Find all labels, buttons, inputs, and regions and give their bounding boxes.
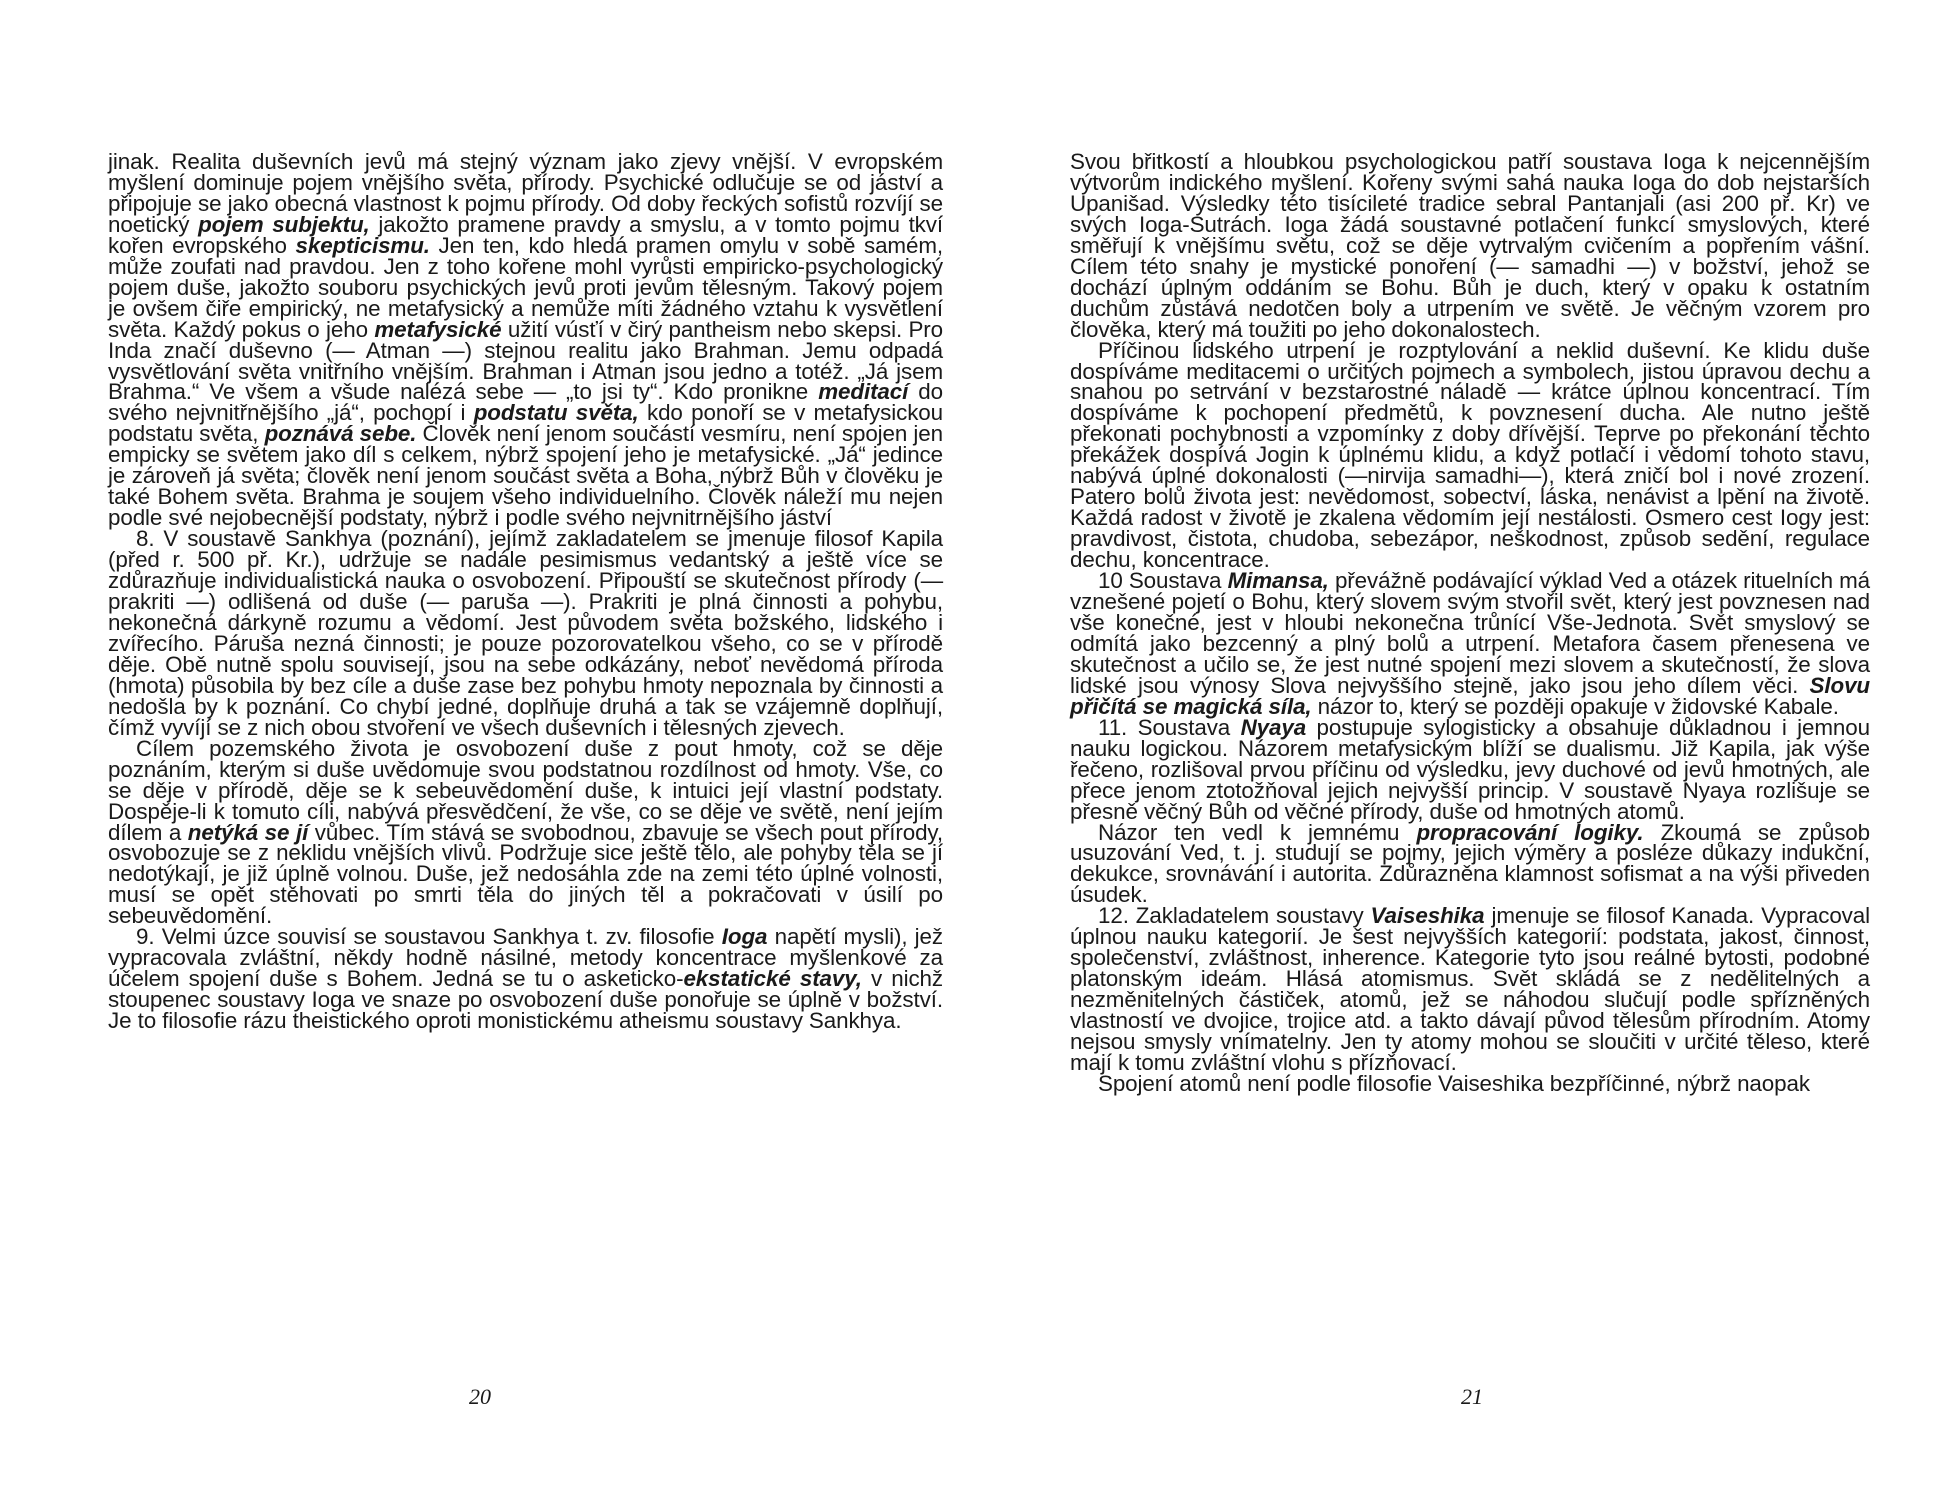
text-run: (poznání), jejímž zakladatelem se jmenuje filosof Kapila (před r. 500 př. Kr.), udržuje se nadále pesimismus vedantský a ještě více se zdůrazňuje individualistická nauka o osvobození. Připouští se skutečnost přírody (— prakriti —) odlišená od duše (— paruša —). Prakriti je plná činnosti a pohybu, nekonečná dárkyně rozumu a vědomí. Jest původem světa božského, lidského i zvířecího. Páruša nezná činnosti; je pouze pozorovatelkou všeho, co se v přírodě děje. Obě nutně spolu souvisejí, jsou na sebe odkázány, neboť nevědomá příroda (hmota) působila by bez cíle a duše zase bez pohybu hmoty nepoznala by činnosti a nedošla by k poznání. Co chybí jedné, doplňuje druhá a tak se vzájemně doplňují, čímž vyvíjí se z nich obou stvoření ve všech duševních i tělesných zjevech. [108,526,943,740]
paragraph [108,149,943,531]
text-run: užití vúsťí v čirý pantheism nebo skepsi. Pro Inda značí duševno (— Atman —) stejnou realitu jako Brahman. Jemu odpadá vysvětlování světa vnitřního vnějším. Brahman i Atman jsou jedno a totéž. „Já jsem Brahma.“ Ve všem a všude nalézá sebe — „to jsi ty“. Kdo pronikne [108,316,943,405]
paragraph [108,735,943,929]
text-run: Cílem pozemského života je osvobození duše z pout hmoty, což se děje poznáním, kterým si duše uvědomuje svou podstatnou rozdílnost od hmoty. Vše, co se děje v přírodě, děje se k sebeuvědomění duše, k intuici její vlastní podstaty. Dospěje-li k tomuto cíli, nabývá přesvědčení, že vše, co se děje ve světě, není jejím dílem a [108,735,943,845]
page-number-left: 20 [469,1384,491,1409]
emphasized-text: podstatu světa, [473,400,639,426]
paragraph [1070,337,1870,573]
text-run: napětí mysli), jež vypracovala zvláštní, někdy hodně násilné, metody koncentrace myšlenkové za účelem spojení duše s Bohem. Jedná se tu o asketicko- [108,924,944,992]
text-run: 10 Soustava [1098,568,1228,594]
text-run: převážně podávající výklad Ved a otázek rituelních má vznešené pojetí o Bohu, který slovem svým stvořil svět, který jest povznesen nad vše konečné, jest v hloubi nekonečna trůnící Vše-Jednota. Svět smyslový se odmítá jako bezcenný a plný bolů a utrpení. Metafora časem přenesena ve skutečnost a učilo se, že jest nutné spojení mezi slovem a skutečností, že slova lidské jsou výnosy Slova nejvyššího stejně, jako jsou jeho dílem věci. [1070,568,1870,698]
text-run: v nichž stoupenec soustavy Ioga ve snaze po osvobození duše ponořuje se úplně v božství. Je to filosofie rázu theistického oproti monistickému atheismu soustavy Sankhya. [108,966,943,1034]
emphasized-text: Sankhya [284,526,372,552]
emphasized-text: poznává sebe. [264,421,417,447]
emphasized-text: netýká se jí [187,819,309,845]
paragraph [1070,819,1870,908]
text-run: Zkoumá se způsob usuzování Ved, t. j. studují se pojmy, jejich výměry a posléze důkazy indukční, dekukce, srovnávání i autorita. Zdůrazněna klamnost sofismat a na výši přiveden úsudek. [1070,819,1870,908]
text-run: jinak. Realita duševních jevů má stejný význam jako zjevy vnější. V evropském myšlení dominuje pojem vnějšího světa, přírody. Psychické odlučuje se od jáství a připojuje se jako obecná vlastnost k pojmu přírody. Od doby řeckých sofistů rozvíjí se noetický [108,149,943,237]
emphasized-text: meditací [818,379,909,405]
text-run: Spojení atomů není podle filosofie Vaiseshika bezpříčinné, nýbrž naopak [1098,1070,1810,1096]
text-run: postupuje sylogisticky a obsahuje důkladnou i jemnou nauku logickou. Názorem metafysickým blíží se dualismu. Již Kapila, jak výše řečeno, rozlišoval prvou příčinu od výsledku, jevy duchové od jevů hmotných, ale přece jenom ztotožňoval jejich nejvyšší princip. V soustavě Nyaya rozlišuje se přesně věčný Bůh od věčné přírody, duše od hmotných atomů. [1070,714,1870,824]
paragraph [108,924,944,1034]
emphasized-text: Nyaya [1240,714,1307,740]
page-number-right: 21 [1461,1384,1483,1409]
emphasized-text: Slovu přičítá se magická síla, [1070,672,1870,719]
text-run: 11. Soustava [1098,714,1241,740]
text-run: Jen ten, kdo hledá pramen omylu v sobě samém, může zoufati nad pravdou. Jen z toho kořene mohl vyrůsti empiricko-psychologický pojem duše, jakožto souboru psychických jevů proti jevům tělesným. Takový pojem je ovšem čiře empirický, ne metafysický a nemůže míti žádného vztahu k vysvětlení světa. Každý pokus o jeho [108,232,943,342]
text-run: 8. V soustavě [136,526,285,552]
text-run: Svou břitkostí a hloubkou psychologickou patří soustava Ioga k nejcennějším výtvorům indického myšlení. Kořeny svými sahá nauka Ioga do dob nejstarších Upanišad. Výsledky této tisícileté tradice sebral Pantanjali (asi 200 př. Kr) ve svých Ioga-Sutrách. Ioga žádá soustavné potlačení funkcí smyslových, které směřují k vnějšímu světu, což se děje vytrvalým cvičením a popřením vášní. Cílem této snahy je mystické ponoření (— samadhi —) v božství, jehož se dochází úplným oddáním se Bohu. Bůh je duch, který v opaku k ostatním duchům zůstává nedotčen boly a utrpením ve světě. Je věčným vzorem pro člověka, který má toužiti po jeho dokonalostech. [1070,149,1870,342]
text-run: Názor ten vedl k jemnému [1098,819,1417,845]
text-run: jmenuje se filosof Kanada. Vypracoval úplnou nauku kategorií. Je šest nejvyšších kategorií: podstata, jakost, činnost, společenství, zvláštnost, inherence. Kategorie tyto jsou reálné bytosti, podobné platonským ideám. Hlásá atomismus. Svět skládá se z nedělitelných a nezměnitelných částiček, atomů, jež se náhodou slučují podle spřízněných vlastností ve dvojice, trojice atd. a takto dávají původ tělesům přírodním. Atomy nejsou smysly vnímatelny. Jen ty atomy mohou se sloučiti v určité těleso, které mají k tomu zvláštní vlohu s přízňovací. [1070,903,1870,1075]
left-page-text [108,149,944,1034]
text-run: 9. Velmi úzce souvisí se soustavou Sankhya t. zv. filosofie [136,924,722,950]
emphasized-text: Vaiseshika [1370,903,1485,929]
paragraph [108,526,943,740]
paragraph [1070,149,1870,342]
paragraph [1070,714,1870,824]
emphasized-text: ekstatické stavy, [683,966,862,992]
paragraph [1070,903,1870,1075]
text-run: jakožto pramene pravdy a smyslu, a v tomto pojmu tkví kořen evropského [108,211,943,258]
emphasized-text: pojem subjektu, [198,211,370,237]
emphasized-text: Ioga [721,924,768,950]
emphasized-text: metafysické [374,316,502,342]
paragraph [1070,568,1870,719]
text-run: názor to, který se později opakuje v židovské Kabale. [1311,693,1839,719]
text-run: Člověk není jenom součástí vesmíru, není spojen jen empicky se světem jako díl s celkem, nýbrž spojení jeho je metafysické. „Já“ jedince je zároveň já světa; člověk není jenom součást světa a Boha, nýbrž Bůh v člověku je také Bohem světa. Brahma je soujem všeho individuelního. Člověk náleží mu nejen podle své nejobecnější podstaty, nýbrž i podle svého nejvnitrnějšího jáství [108,421,943,531]
emphasized-text: skepticismu. [295,232,430,258]
emphasized-text: propracování logiky. [1416,819,1644,845]
text-run: Příčinou lidského utrpení je rozptylování a neklid duševní. Ke klidu duše dospíváme meditacemi o určitých pojmech a symbolech, jistou úpravou dechu a snahou po setrvání v bezstarostné náladě — krátce úplnou koncentrací. Tím dospíváme k pochopení předmětů, k povznesení ducha. Ale nutno ještě překonati pochybnosti a vzpomínky z doby dřívější. Teprve po překonání těchto překážek dospívá Jogin k úplnému klidu, a když potlačí i vědomí tohoto stavu, nabývá úplné dokonalosti (—nirvija samadhi—), která zničí bol i nové zrození. Patero bolů života jest: nevědomost, sobectví, láska, nenávist a lpění na životě. Každá radost v životě je zkalena vědomím její nestálosti. Osmero cest Iogy jest: pravdivost, čistota, chudoba, sebezápor, neškodnost, způsob sedění, regulace dechu, koncentrace. [1070,337,1870,573]
text-run: kdo ponoří se v metafysickou podstatu světa, [108,400,943,447]
paragraph [1070,1070,1870,1096]
text-run: vůbec. Tím stává se svobodnou, zbavuje se všech pout přírody, osvobozuje se z neklidu vnějších vlivů. Podržuje sice ještě tělo, ale pohyby těla se jí nedotýkají, je již úplně volnou. Duše, jež nedosáhla zde na zemi této úplné volnosti, musí se opět stěhovati po smrti těla do jiných těl a pokračovati v úsilí po sebeuvědomění. [108,819,943,929]
right-page-text [1070,149,1870,1096]
emphasized-text: Mimansa, [1227,568,1329,594]
text-run: 12. Zakladatelem soustavy [1098,903,1371,929]
text-run: do svého nejvnitřnějšího „já“, pochopí i [108,379,943,426]
